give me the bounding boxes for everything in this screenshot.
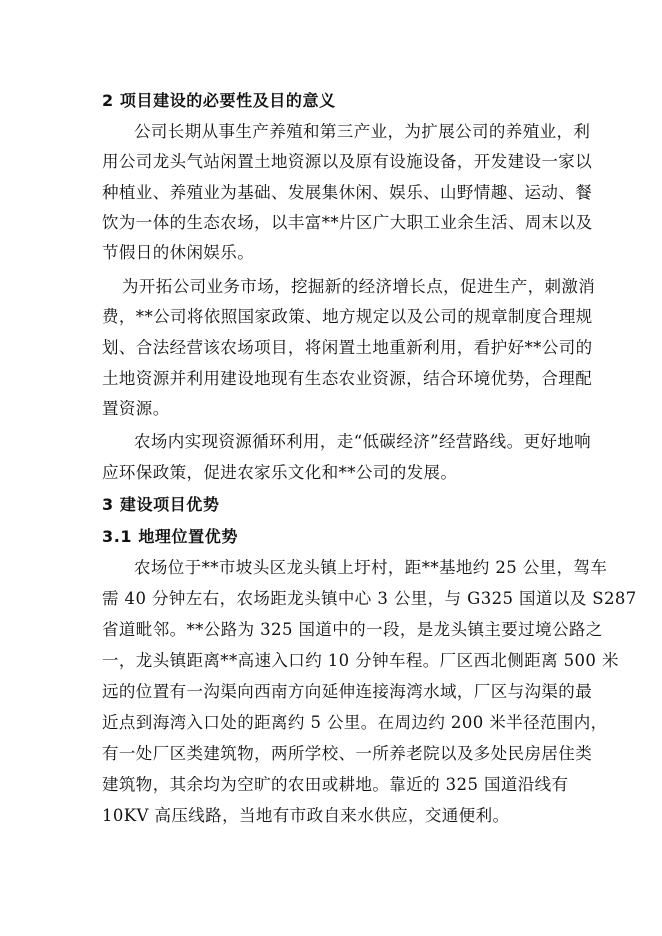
paragraph-line: 置资源。 [102,399,170,418]
paragraph-line: 饮为一体的生态农场，以丰富**片区广大职工业余生活、周末以及 [102,213,593,232]
paragraph-line: 10KV 高压线路，当地有市政自来水供应，交通便利。 [102,806,510,825]
paragraph-line: 农场内实现资源循环利用，走“低碳经济”经营路线。更好地响 [134,432,592,451]
paragraph-line: 节假日的休闲娱乐。 [102,243,255,262]
paragraph-line: 种植业、养殖业为基础、发展集休闲、娱乐、山野情趣、运动、餐 [102,183,593,202]
paragraph-line: 应环保政策，促进农家乐文化和**公司的发展。 [102,463,458,482]
paragraph-line: 近点到海湾入口处的距离约 5 公里。在周边约 200 米半径范围内， [102,713,608,732]
paragraph-line: 有一处厂区类建筑物，两所学校、一所养老院以及多处民房居住类 [102,744,593,763]
paragraph-line: 需 40 分钟左右，农场距龙头镇中心 3 公里，与 G325 国道以及 S287 [102,589,637,608]
paragraph-line: 远的位置有一沟渠向西南方向延伸连接海湾水域，厂区与沟渠的最 [102,682,593,701]
section-3-heading: 3 建设项目优势 [102,495,220,514]
paragraph-line: 省道毗邻。**公路为 325 国道中的一段，是龙头镇主要过境公路之 [102,620,603,639]
paragraph-line: 土地资源并利用建设地现有生态农业资源，结合环境优势，合理配 [102,369,593,388]
section-2-heading: 2 项目建设的必要性及目的意义 [102,91,336,110]
paragraph-line: 一，龙头镇距离**高速入口约 10 分钟车程。厂区西北侧距离 500 米 [102,651,619,670]
paragraph-line: 划、合法经营该农场项目，将闲置土地重新利用，看护好**公司的 [102,338,593,357]
paragraph-line: 建筑物，其余均为空旷的农田或耕地。靠近的 325 国道沿线有 [102,775,569,794]
paragraph-line: 费，**公司将依照国家政策、地方规定以及公司的规章制度合理规 [102,307,593,326]
section-3-1-heading: 3.1 地理位置优势 [102,527,238,546]
paragraph-line: 农场位于**市坡头区龙头镇上圩村，距**基地约 25 公里，驾车 [134,558,608,577]
paragraph-line: 用公司龙头气站闲置土地资源以及原有设施设备，开发建设一家以 [102,152,593,171]
paragraph-line: 为开拓公司业务市场，挖掘新的经济增长点，促进生产，刺激消 [122,277,596,296]
paragraph-line: 公司长期从事生产养殖和第三产业，为扩展公司的养殖业，利 [134,122,591,141]
